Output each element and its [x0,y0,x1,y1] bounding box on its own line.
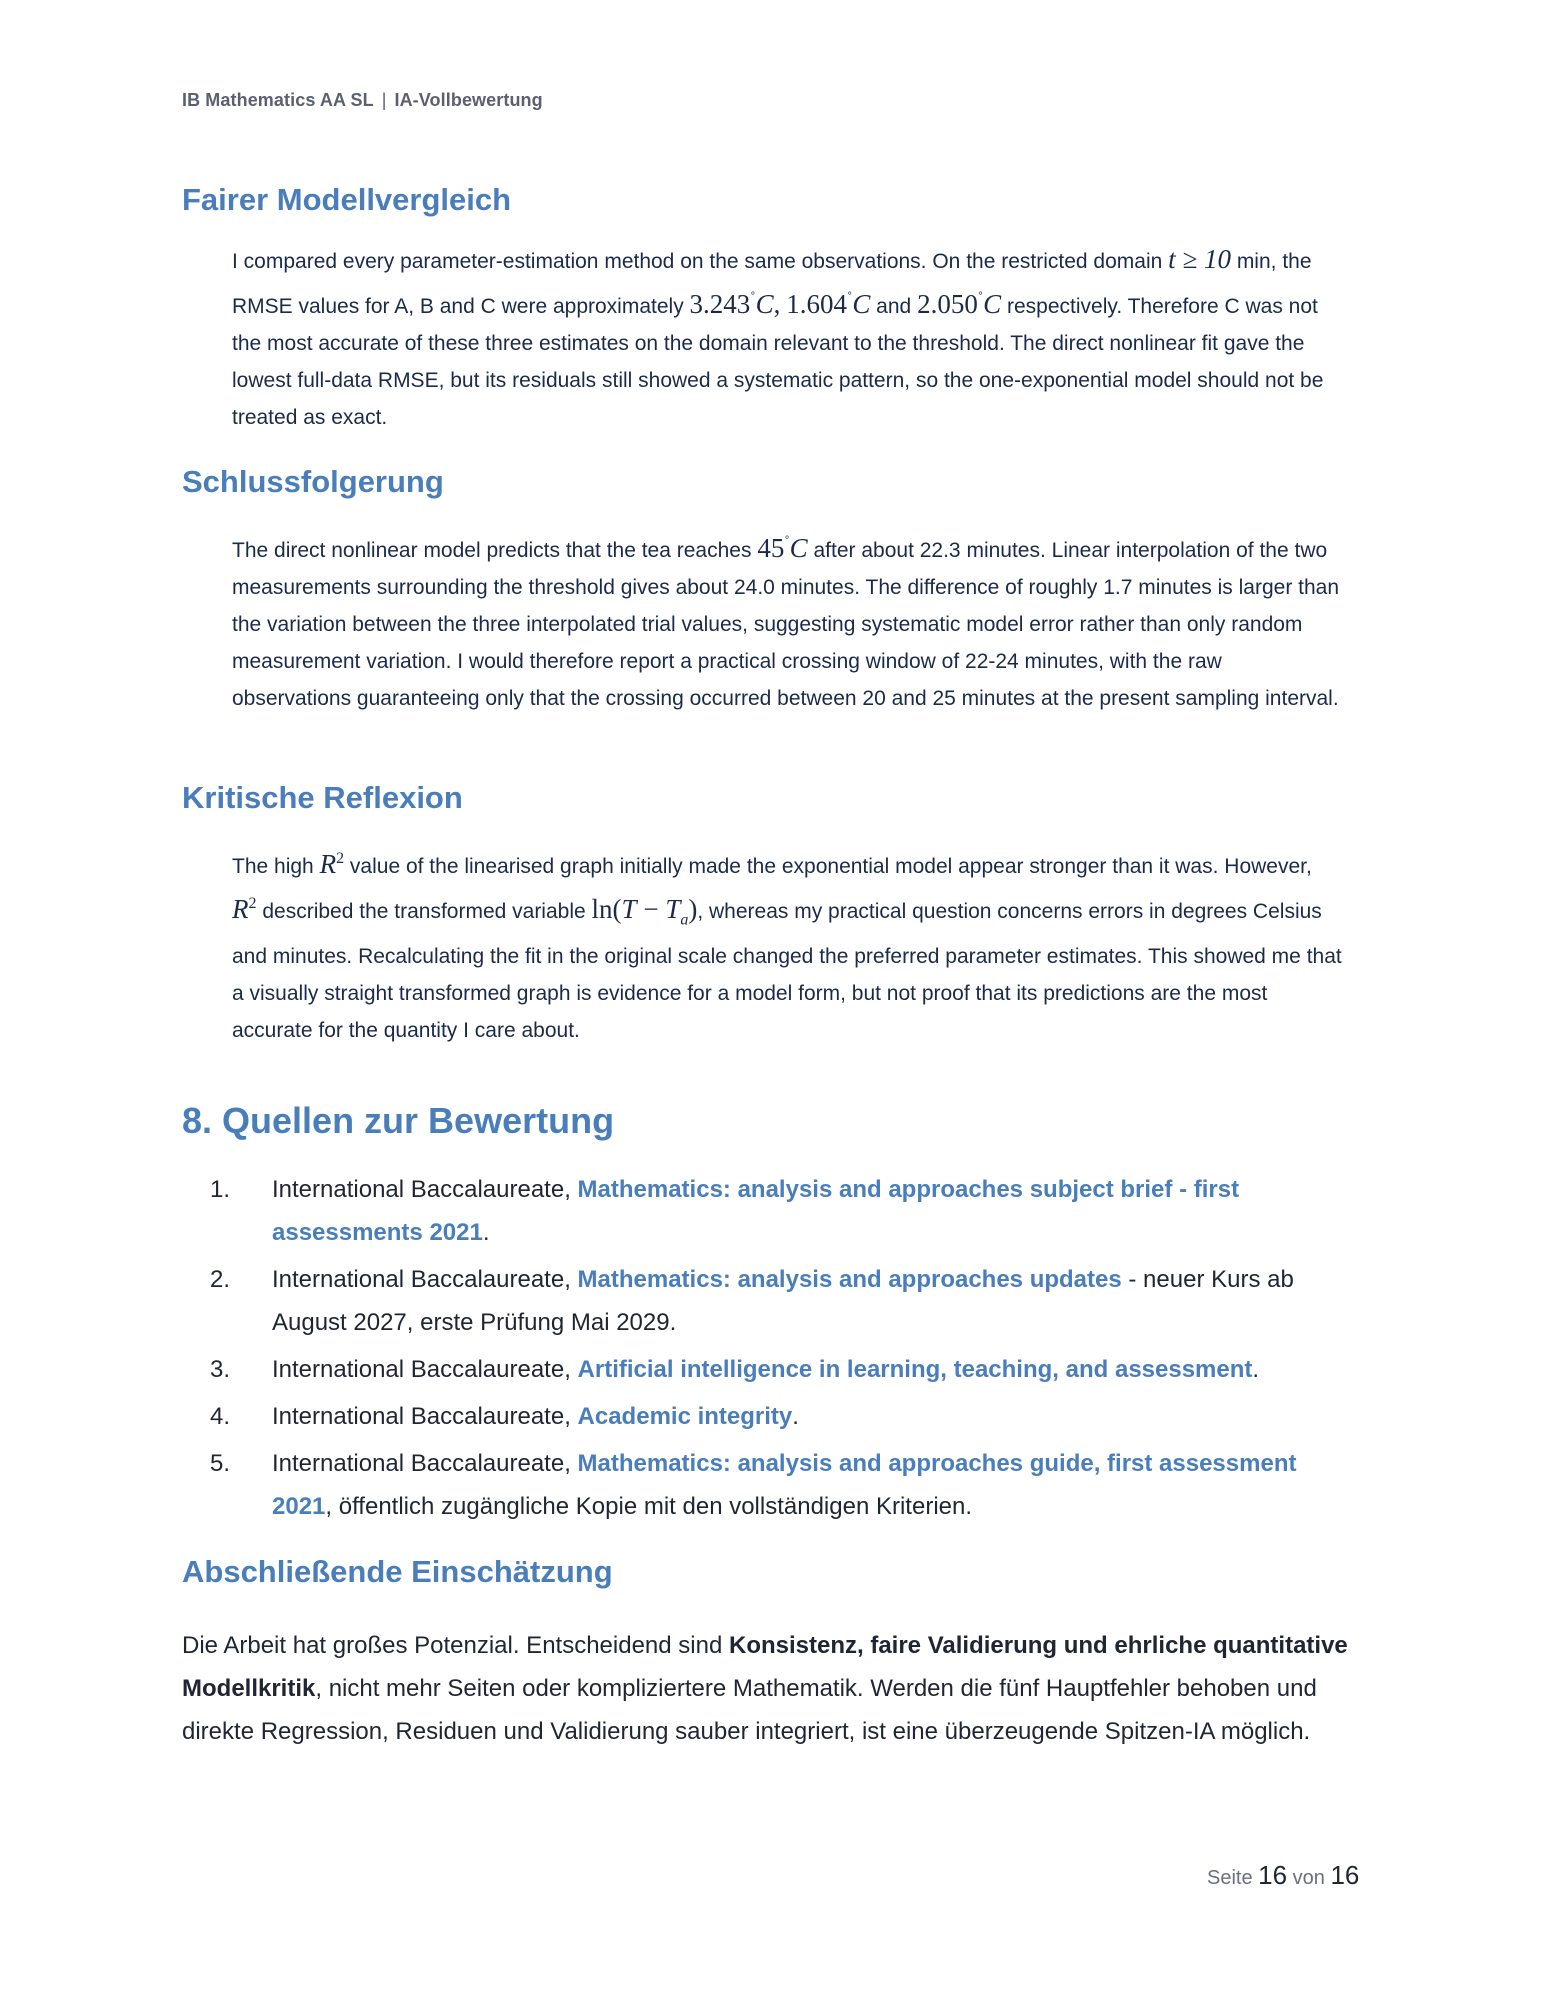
math-ln-expression: $\ln(T - T_a)$ [591,894,698,929]
text: , nicht mehr Seiten oder kompliziertere Mathematik. Werden die fünf Hauptfehler behoben und direkte Regression, Residuen und Validierung sauber integriert, ist eine überzeugende Spitzen-IA möglich. [182,1675,1317,1745]
math-rmse-a [690,289,781,319]
text: , whereas my practical question concerns errors in degrees Celsius and minutes. Recalculating the fit in the original scale changed the preferred parameter estimates. This showed me that a visually straight transformed graph is evidence for a model form, but not proof that its predictions are the most accurate for the quantity I care about. [232,900,1342,1043]
math-unit: C [789,533,808,563]
math-unit: C [852,289,871,319]
text: . [482,1219,490,1246]
math-subscript: a [680,911,689,929]
text: and [876,295,912,318]
text: min, the RMSE values for A, B and C were approximately [232,250,1312,318]
final-assessment-paragraph [182,1624,1362,1753]
list-number: 1. [210,1176,231,1203]
page-footer [1207,1860,1359,1891]
math-rmse-b [786,289,870,319]
text: International Baccalaureate, [272,1403,578,1430]
math-unit: C [983,289,1002,319]
list-number: 4. [210,1403,231,1430]
page-total: 16 [1330,1860,1360,1890]
text: The direct nonlinear model predicts that the tea reaches [232,539,752,562]
list-item [210,1258,1350,1344]
section-title-conclusion: Schlussfolgerung [182,464,444,499]
list-item [210,1168,1350,1254]
math-value: 1.604 [786,289,847,319]
header-doc-title: IA-Vollbewertung [394,90,543,110]
comma: , [773,289,781,319]
text: International Baccalaureate, [272,1176,578,1203]
math-exponent: 2 [248,895,257,912]
fair-comparison-paragraph [232,241,1342,436]
text: International Baccalaureate, [272,1450,578,1477]
source-link[interactable]: Mathematics: analysis and approaches guide, first assessment 2021 [272,1450,1297,1520]
math-r: R [319,849,337,879]
section-title-fair-comparison: Fairer Modellvergleich [182,182,512,217]
text: value of the linearised graph initially made the exponential model appear stronger than it was. However, [349,855,1312,878]
text: , öffentlich zugängliche Kopie mit den vollständigen Kriterien. [325,1493,973,1520]
text: . [1252,1356,1260,1383]
math-minus: − [643,894,659,924]
running-header [182,90,543,111]
list-number: 2. [210,1266,231,1293]
section-title-reflection: Kritische Reflexion [182,780,463,815]
math-value: 45 [757,533,785,563]
section-title-sources: 8. Quellen zur Bewertung [182,1100,615,1141]
math-unit: C [755,289,774,319]
list-item [210,1348,1350,1391]
math-T: T [621,894,637,924]
conclusion-paragraph [232,524,1342,717]
text: Die Arbeit hat großes Potenzial. Entscheidend sind [182,1632,729,1659]
section-title-final-assessment: Abschließende Einschätzung [182,1554,613,1589]
list-item [210,1395,1350,1438]
list-item [210,1442,1350,1528]
math-value: 3.243 [689,289,751,319]
text: - neuer Kurs ab August 2027, erste Prüfung Mai 2029. [272,1266,1294,1336]
list-number: 3. [210,1356,231,1383]
footer-label: Seite [1207,1867,1253,1889]
text: after about 22.3 minutes. Linear interpolation of the two measurements surrounding the threshold gives about 24.0 minutes. The difference of roughly 1.7 minutes is larger than the variation between the three interpolated trial values, suggesting systematic model error rather than only random measurement variation. I would therefore report a practical crossing window of 22-24 minutes, with the raw observations guaranteeing only that the crossing occurred between 20 and 25 minutes at the present sampling interval. [232,539,1340,710]
list-number: 5. [210,1450,231,1477]
degree-sign: ˚ [784,534,790,551]
math-T: T [665,894,681,924]
text: International Baccalaureate, [272,1266,578,1293]
math-value: 2.050 [917,289,978,319]
sources-list [210,1168,1350,1532]
math-t-domain [1168,244,1231,274]
math-r: R [232,894,249,924]
math-ln: ln [591,894,613,924]
math-rmse-c [917,289,1001,319]
text: . [792,1403,799,1430]
math-exponent: 2 [336,850,345,867]
degree-sign: ˚ [846,290,853,307]
footer-label: von [1292,1867,1325,1889]
source-link[interactable]: Academic integrity [577,1403,793,1430]
text: The high [232,855,314,878]
math-threshold-temp [757,533,807,563]
source-link[interactable]: Mathematics: analysis and approaches subject brief - first assessments 2021 [272,1176,1240,1246]
source-link[interactable]: Mathematics: analysis and approaches updates [577,1266,1122,1293]
math-text: t ≥ 10 [1168,244,1231,274]
text: International Baccalaureate, [272,1356,578,1383]
math-r-squared [232,894,257,924]
header-separator: | [381,90,387,110]
degree-sign: ˚ [750,290,756,307]
math-r-squared [320,849,345,879]
bold-text: Konsistenz, faire Validierung und ehrliche quantitative Modellkritik [182,1632,1348,1702]
source-link[interactable]: Artificial intelligence in learning, teaching, and assessment [577,1356,1253,1383]
text: described the transformed variable [262,900,586,923]
header-course: IB Mathematics AA SL [182,90,374,110]
page-number: 16 [1258,1860,1288,1890]
degree-sign: ˚ [977,290,984,307]
reflection-paragraph [232,840,1342,1049]
text: respectively. Therefore C was not the most accurate of these three estimates on the domain relevant to the threshold. The direct nonlinear fit gave the lowest full-data RMSE, but its residuals still showed a systematic pattern, so the one-exponential model should not be treated as exact. [232,295,1324,429]
text: I compared every parameter-estimation method on the same observations. On the restricted domain [232,250,1163,273]
